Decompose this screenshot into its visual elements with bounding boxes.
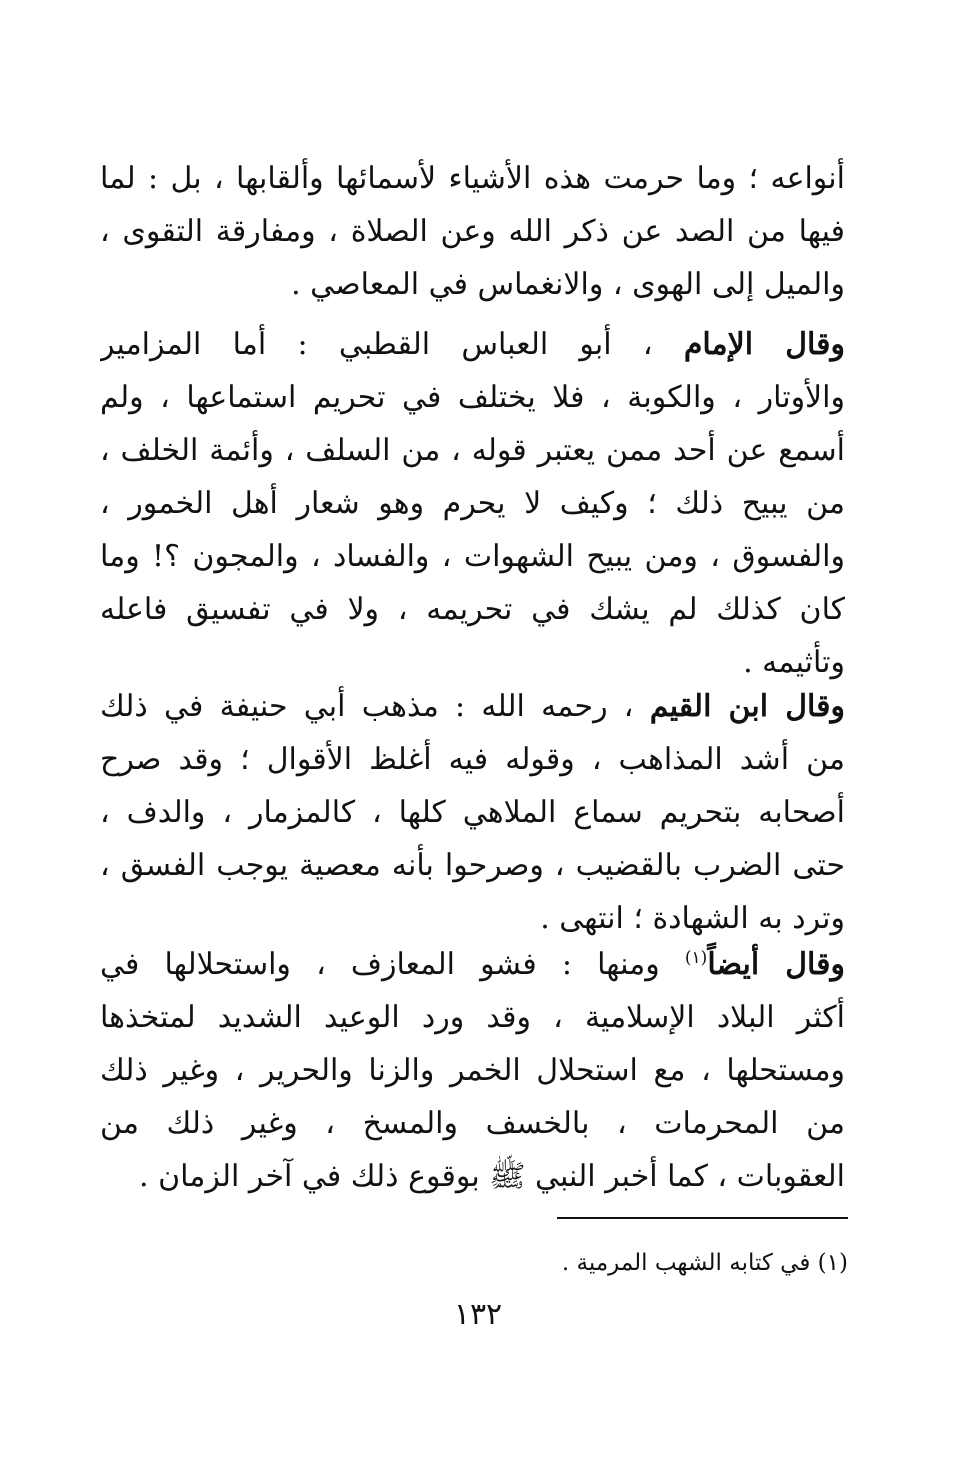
text-line xyxy=(100,680,845,733)
footnote xyxy=(400,1245,848,1281)
footnote-text: في كتابه الشهب المرمية . xyxy=(561,1250,811,1276)
text-line: أنواعه ؛ وما حرمت هذه الأشياء لأسمائها وألقابها ، بل : لما xyxy=(100,161,845,196)
text-line: والأوتار ، والكوبة ، فلا يختلف في تحريم استماعها ، ولم xyxy=(100,380,845,415)
text-line: العقوبات ، كما أخبر النبي ﷺ بوقوع ذلك في آخر الزمان . xyxy=(139,1159,845,1194)
line-text: ومنها : فشو المعازف ، واستحلالها في xyxy=(100,947,685,982)
line-text: ، أبو العباس القطبي : أما المزامير xyxy=(100,327,684,362)
line-text: ، رحمه الله : مذهب أبي حنيفة في ذلك xyxy=(100,689,650,724)
text-line: والميل إلى الهوى ، والانغماس في المعاصي . xyxy=(291,267,845,302)
text-line: حتى الضرب بالقضيب ، وصرحوا بأنه معصية يوجب الفسق ، xyxy=(100,848,845,883)
text-line: وترد به الشهادة ؛ انتهى . xyxy=(540,901,845,936)
text-line xyxy=(100,938,845,991)
text-line xyxy=(100,318,845,371)
paragraph-1 xyxy=(100,152,845,311)
text-line: من المحرمات ، بالخسف والمسخ ، وغير ذلك من xyxy=(100,1106,845,1141)
page-number: ١٣٢ xyxy=(453,1297,503,1332)
text-line: كان كذلك لم يشك في تحريمه ، ولا في تفسيق فاعله xyxy=(100,592,845,627)
text-line: والفسوق ، ومن يبيح الشهوات ، والفساد ، والمجون ؟! وما xyxy=(100,539,845,574)
text-line: أكثر البلاد الإسلامية ، وقد ورد الوعيد الشديد لمتخذها xyxy=(100,1000,845,1035)
speaker-name: وقال ابن القيم xyxy=(649,689,845,724)
text-line: ومستحلها ، مع استحلال الخمر والزنا والحرير ، وغير ذلك xyxy=(100,1053,845,1088)
paragraph-3 xyxy=(100,680,845,945)
speaker-name: وقال أيضاً xyxy=(707,947,845,982)
speaker-name: وقال الإمام xyxy=(683,327,845,362)
footnote-marker: (١) xyxy=(817,1250,848,1276)
text-line: فيها من الصد عن ذكر الله وعن الصلاة ، ومفارقة التقوى ، xyxy=(100,214,845,249)
footnote-reference: (١) xyxy=(684,948,708,968)
paragraph-2 xyxy=(100,318,845,689)
paragraph-4 xyxy=(100,938,845,1203)
text-line: من أشد المذاهب ، وقوله فيه أغلظ الأقوال ؛ وقد صرح xyxy=(100,742,845,777)
text-line: أصحابه بتحريم سماع الملاهي كلها ، كالمزمار ، والدف ، xyxy=(100,795,845,830)
footnote-divider xyxy=(557,1217,848,1219)
text-line: وتأثيمه . xyxy=(743,645,845,680)
text-line: أسمع عن أحد ممن يعتبر قوله ، من السلف ، وأئمة الخلف ، xyxy=(100,433,845,468)
text-line: من يبيح ذلك ؛ وكيف لا يحرم وهو شعار أهل الخمور ، xyxy=(100,486,845,521)
